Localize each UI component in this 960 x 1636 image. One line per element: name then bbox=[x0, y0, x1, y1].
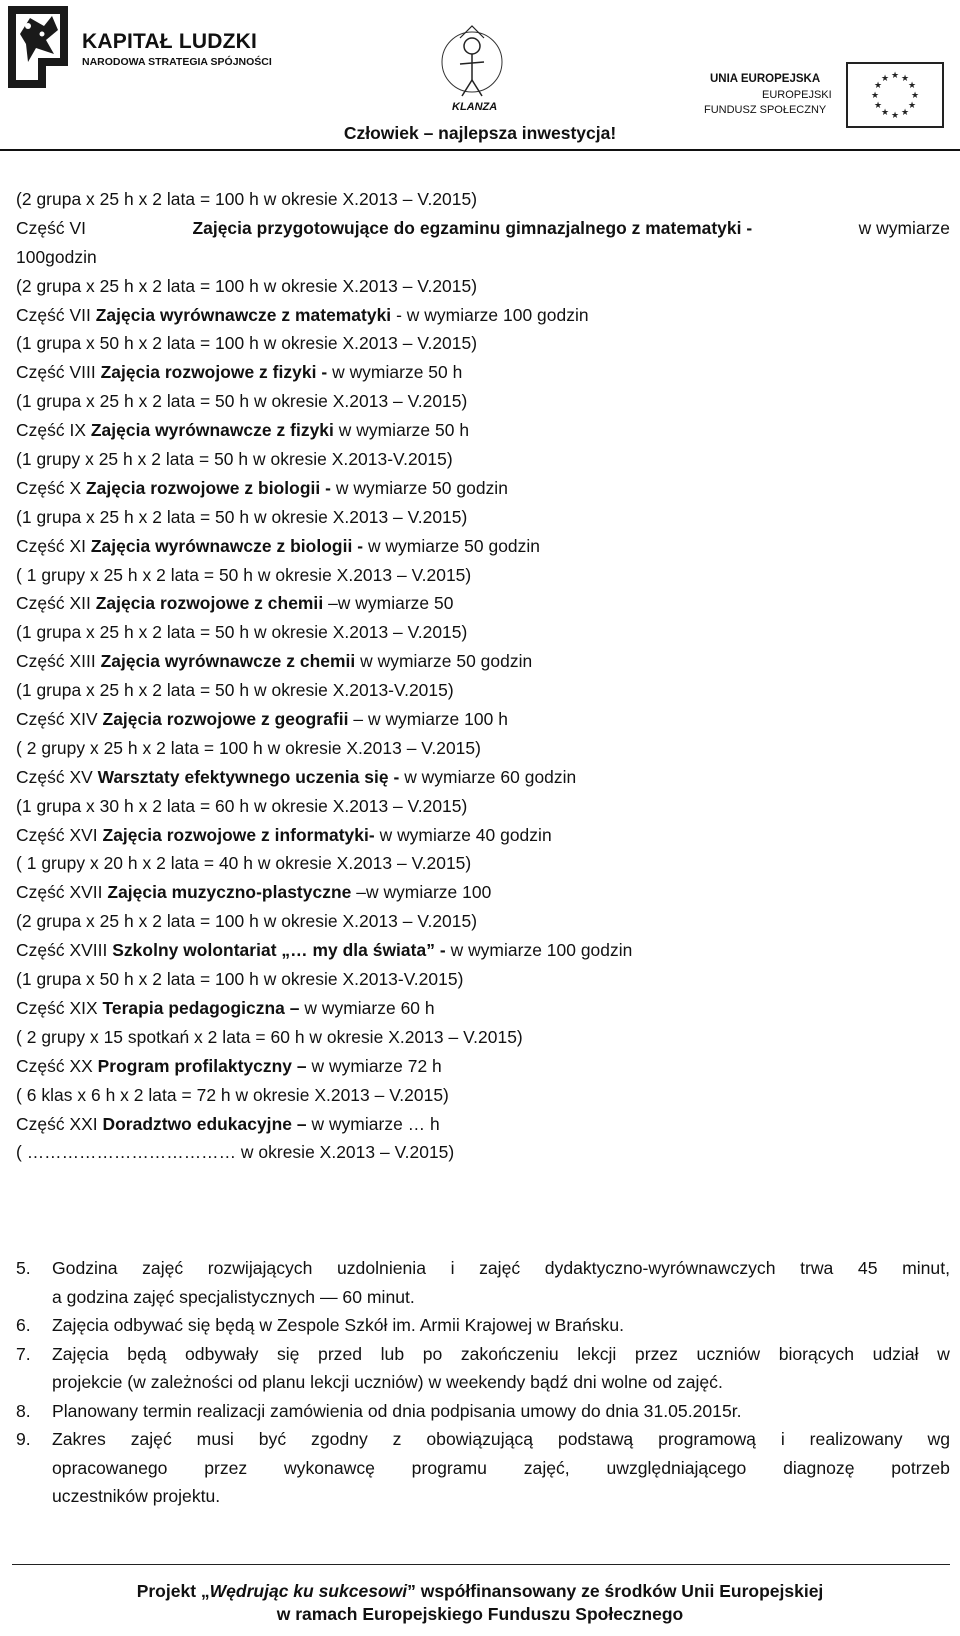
word: przed bbox=[318, 1343, 363, 1364]
footer-divider bbox=[12, 1564, 950, 1565]
word: zajęć bbox=[142, 1258, 184, 1278]
body-line: (1 grupa x 25 h x 2 lata = 50 h w okresie X.2013 – V.2015) bbox=[16, 391, 468, 412]
body-line bbox=[16, 821, 950, 850]
list-item bbox=[16, 1340, 950, 1397]
footer-line-2: w ramach Europejskiego Funduszu Społecznego bbox=[276, 1604, 684, 1624]
numbered-list bbox=[16, 1254, 950, 1511]
body-line: (1 grupa x 30 h x 2 lata = 60 h w okresie X.2013 – V.2015) bbox=[16, 795, 468, 816]
body-line bbox=[16, 994, 950, 1023]
body-line bbox=[16, 474, 950, 503]
word: zakończeniu bbox=[460, 1343, 559, 1364]
part-title: Zajęcia rozwojowe z fizyki - bbox=[100, 362, 328, 383]
list-item-line: projekcie (w zależności od planu lekcji uczniów) w weekendy bądź dni wolne od zajęć. bbox=[52, 1372, 723, 1392]
word: wg bbox=[927, 1429, 950, 1449]
body-line: (1 grupa x 25 h x 2 lata = 50 h w okresie X.2013 – V.2015) bbox=[16, 622, 468, 643]
body-line bbox=[16, 1052, 950, 1081]
list-item-line bbox=[52, 1425, 950, 1454]
part-scope: w wymiarze 50 godzin bbox=[363, 535, 541, 556]
list-item-line: a godzina zajęć specjalistycznych — 60 minut. bbox=[52, 1286, 415, 1307]
part-label: Część VI bbox=[16, 217, 86, 238]
part-scope: w wymiarze 50 h bbox=[333, 420, 470, 441]
part-label: Część XVIII bbox=[16, 940, 113, 961]
document-body bbox=[16, 185, 950, 1167]
body-line: (1 grupa x 50 h x 2 lata = 100 h w okresie X.2013 – V.2015) bbox=[16, 333, 478, 354]
body-line: (2 grupa x 25 h x 2 lata = 100 h w okresie X.2013 – V.2015) bbox=[16, 189, 478, 209]
word: opracowanego bbox=[52, 1457, 168, 1478]
word: odbywały bbox=[185, 1343, 259, 1364]
word: Godzina bbox=[52, 1258, 118, 1278]
part-label: Część XVI bbox=[16, 824, 103, 845]
word: przez bbox=[634, 1343, 678, 1364]
list-item-number: 5. bbox=[16, 1258, 31, 1278]
word: i bbox=[780, 1429, 785, 1449]
part-title: Zajęcia rozwojowe z informatyki- bbox=[102, 824, 375, 845]
word: przez bbox=[204, 1457, 248, 1478]
word: uzdolnienia bbox=[336, 1258, 426, 1278]
part-title: Zajęcia wyrównawcze z chemii bbox=[100, 651, 356, 672]
part-scope: w wymiarze bbox=[858, 217, 950, 238]
word: zajęć bbox=[479, 1258, 521, 1278]
svg-text:★: ★ bbox=[880, 74, 890, 84]
word: trwa bbox=[800, 1258, 834, 1278]
body-line bbox=[16, 878, 950, 907]
list-item-line bbox=[52, 1254, 950, 1283]
body-line: (1 grupa x 50 h x 2 lata = 100 h w okresie X.2013-V.2015) bbox=[16, 969, 464, 990]
body-line: (1 grupa x 25 h x 2 lata = 50 h w okresie X.2013-V.2015) bbox=[16, 680, 454, 701]
body-line: ( 2 grupy x 15 spotkań x 2 lata = 60 h w okresie X.2013 – V.2015) bbox=[16, 1026, 523, 1047]
part-scope: w wymiarze 50 godzin bbox=[330, 477, 508, 498]
part-label: Część XIV bbox=[16, 709, 103, 730]
word: biorących bbox=[778, 1343, 854, 1364]
part-scope: w wymiarze 40 godzin bbox=[374, 824, 552, 845]
ue-logo-block bbox=[700, 62, 950, 132]
body-line bbox=[16, 647, 950, 676]
part-scope: w wymiarze 60 godzin bbox=[399, 766, 577, 787]
part-scope: w wymiarze 60 h bbox=[299, 997, 435, 1018]
part-label: Część XVII bbox=[16, 882, 108, 903]
part-scope: w wymiarze 72 h bbox=[306, 1055, 442, 1076]
body-line bbox=[16, 416, 950, 445]
svg-text:★: ★ bbox=[870, 91, 880, 101]
part-label: Część XIII bbox=[16, 651, 101, 672]
word: Zajęcia bbox=[52, 1343, 109, 1364]
footer-text: Projekt „ bbox=[136, 1581, 210, 1601]
word: lekcji bbox=[577, 1343, 617, 1364]
part-title: Zajęcia rozwojowe z chemii bbox=[95, 593, 324, 614]
word: będą bbox=[127, 1343, 167, 1364]
body-line bbox=[16, 358, 950, 387]
svg-text:★: ★ bbox=[900, 74, 910, 84]
part-scope: - w wymiarze 100 godzin bbox=[391, 304, 589, 325]
list-item-line: Zajęcia odbywać się będą w Zespole Szkół im. Armii Krajowej w Brańsku. bbox=[52, 1315, 625, 1335]
part-label: Część XV bbox=[16, 766, 98, 787]
ue-subtitle-1: EUROPEJSKI bbox=[762, 89, 832, 101]
list-item-line: uczestników projektu. bbox=[52, 1486, 221, 1506]
kapital-ludzki-title: KAPITAŁ LUDZKI bbox=[82, 30, 258, 53]
word: diagnozę bbox=[783, 1457, 855, 1478]
body-line bbox=[16, 214, 950, 243]
word: realizowany bbox=[809, 1429, 903, 1449]
body-line: (2 grupa x 25 h x 2 lata = 100 h w okresie X.2013 – V.2015) bbox=[16, 911, 478, 932]
list-item-text bbox=[52, 1425, 950, 1511]
body-line: 100godzin bbox=[16, 246, 97, 267]
list-item bbox=[16, 1425, 950, 1511]
part-title: Terapia pedagogiczna – bbox=[102, 997, 300, 1018]
body-line bbox=[16, 532, 950, 561]
word: być bbox=[258, 1429, 287, 1449]
word: uwzględniającego bbox=[606, 1457, 747, 1478]
list-item-text bbox=[52, 1254, 950, 1311]
word: z bbox=[392, 1429, 402, 1449]
word: po bbox=[422, 1343, 443, 1364]
part-label: Część XXI bbox=[16, 1113, 103, 1134]
header-divider bbox=[0, 149, 960, 151]
page-header bbox=[0, 0, 960, 150]
body-line bbox=[16, 705, 950, 734]
list-item-number: 6. bbox=[16, 1315, 31, 1335]
part-scope: w wymiarze … h bbox=[306, 1113, 440, 1134]
footer-text: ” współfinansowany ze środków Unii Europejskiej bbox=[407, 1581, 824, 1601]
part-label: Część VIII bbox=[16, 362, 101, 383]
part-label: Część XX bbox=[16, 1055, 98, 1076]
body-line bbox=[16, 1110, 950, 1139]
body-line bbox=[16, 301, 950, 330]
list-item-number: 8. bbox=[16, 1400, 31, 1421]
part-title: Program profilaktyczny – bbox=[97, 1055, 307, 1076]
word: w bbox=[937, 1343, 950, 1364]
word: wykonawcę bbox=[283, 1457, 375, 1478]
word: podstawą bbox=[557, 1429, 634, 1449]
body-line bbox=[16, 589, 950, 618]
project-title: Wędrując ku sukcesowi bbox=[209, 1581, 408, 1601]
word: uczniów bbox=[696, 1343, 761, 1364]
ue-title: UNIA EUROPEJSKA bbox=[710, 73, 821, 85]
list-item-line: Planowany termin realizacji zamówienia od dnia podpisania umowy do dnia 31.05.2015r. bbox=[52, 1400, 742, 1421]
part-scope: w wymiarze 100 godzin bbox=[445, 940, 633, 961]
list-item-line bbox=[52, 1454, 950, 1483]
part-title: Zajęcia rozwojowe z biologii - bbox=[85, 477, 331, 498]
part-title: Zajęcia wyrównawcze z matematyki bbox=[95, 304, 392, 325]
word: zgodny bbox=[311, 1429, 368, 1449]
ue-subtitle-2: FUNDUSZ SPOŁECZNY bbox=[704, 104, 827, 116]
list-item bbox=[16, 1311, 950, 1340]
list-item-number: 7. bbox=[16, 1343, 31, 1364]
list-item-text bbox=[52, 1340, 950, 1397]
body-line: (1 grupy x 25 h x 2 lata = 50 h w okresie X.2013-V.2015) bbox=[16, 449, 453, 470]
part-title: Szkolny wolontariat „… my dla świata” - bbox=[112, 940, 446, 961]
body-line: (1 grupa x 25 h x 2 lata = 50 h w okresie X.2013 – V.2015) bbox=[16, 506, 468, 527]
word: zajęć, bbox=[523, 1457, 570, 1478]
kapital-ludzki-subtitle: NARODOWA STRATEGIA SPÓJNOŚCI bbox=[82, 56, 272, 68]
motto: Człowiek – najlepsza inwestycja! bbox=[343, 123, 617, 143]
word: udział bbox=[872, 1343, 919, 1364]
svg-text:★: ★ bbox=[890, 111, 900, 121]
word: minut, bbox=[902, 1258, 950, 1278]
klanza-name: KLANZA bbox=[452, 101, 498, 113]
part-label: Część X bbox=[16, 477, 86, 498]
part-title: Zajęcia przygotowujące do egzaminu gimnazjalnego z matematyki - bbox=[192, 217, 753, 238]
list-item-number: 9. bbox=[16, 1429, 31, 1449]
body-line: ( 1 grupy x 25 h x 2 lata = 50 h w okresie X.2013 – V.2015) bbox=[16, 564, 472, 585]
part-title: Doradztwo edukacyjne – bbox=[102, 1113, 307, 1134]
part-title: Zajęcia muzyczno-plastyczne bbox=[107, 882, 352, 903]
word: programu bbox=[411, 1457, 487, 1478]
part-scope: – w wymiarze 100 h bbox=[348, 709, 508, 730]
word: Zakres bbox=[52, 1429, 106, 1449]
body-line bbox=[16, 763, 950, 792]
word: zajęć bbox=[130, 1429, 172, 1449]
list-item-text bbox=[52, 1311, 950, 1340]
body-line: ( 2 grupy x 25 h x 2 lata = 100 h w okresie X.2013 – V.2015) bbox=[16, 737, 481, 758]
part-label: Część XIX bbox=[16, 997, 103, 1018]
part-scope: w wymiarze 50 h bbox=[327, 362, 463, 383]
svg-text:★: ★ bbox=[910, 91, 920, 101]
eu-flag-icon bbox=[846, 62, 944, 128]
part-label: Część IX bbox=[16, 420, 91, 441]
list-item-line bbox=[52, 1340, 950, 1369]
part-title: Zajęcia rozwojowe z geografii bbox=[102, 709, 349, 730]
body-line: ( 1 grupy x 20 h x 2 lata = 40 h w okresie X.2013 – V.2015) bbox=[16, 853, 472, 874]
word: rozwijających bbox=[207, 1258, 313, 1278]
part-scope: w wymiarze 50 godzin bbox=[355, 651, 533, 672]
svg-text:★: ★ bbox=[900, 108, 910, 118]
svg-text:★: ★ bbox=[873, 81, 883, 91]
part-scope: –w wymiarze 50 bbox=[323, 593, 454, 614]
svg-text:★: ★ bbox=[907, 101, 917, 111]
list-item-text bbox=[52, 1397, 950, 1426]
part-title: Warsztaty efektywnego uczenia się - bbox=[97, 766, 400, 787]
word: potrzeb bbox=[891, 1457, 950, 1478]
body-line bbox=[16, 936, 950, 965]
svg-text:★: ★ bbox=[873, 101, 883, 111]
word: się bbox=[276, 1343, 300, 1364]
part-title: Zajęcia wyrównawcze z fizyki bbox=[90, 420, 334, 441]
body-line: (2 grupa x 25 h x 2 lata = 100 h w okresie X.2013 – V.2015) bbox=[16, 275, 478, 296]
list-item bbox=[16, 1254, 950, 1311]
body-line: ( ……………………………… w okresie X.2013 – V.2015) bbox=[16, 1142, 455, 1163]
word: 45 bbox=[857, 1258, 878, 1278]
part-label: Część XI bbox=[16, 535, 91, 556]
body-line: ( 6 klas x 6 h x 2 lata = 72 h w okresie X.2013 – V.2015) bbox=[16, 1084, 449, 1105]
part-label: Część XII bbox=[16, 593, 96, 614]
word: obowiązującą bbox=[426, 1429, 533, 1449]
word: i bbox=[450, 1258, 455, 1278]
svg-text:★: ★ bbox=[890, 71, 900, 81]
word: lub bbox=[380, 1343, 405, 1364]
page-footer bbox=[0, 1580, 960, 1626]
word: programową bbox=[658, 1429, 756, 1449]
part-scope: –w wymiarze 100 bbox=[351, 882, 492, 903]
list-item bbox=[16, 1397, 950, 1426]
footer-line-1 bbox=[0, 1580, 960, 1603]
word: dydaktyczno-wyrównawczych bbox=[544, 1258, 776, 1278]
part-title: Zajęcia wyrównawcze z biologii - bbox=[90, 535, 364, 556]
word: musi bbox=[196, 1429, 234, 1449]
part-label: Część VII bbox=[16, 304, 96, 325]
svg-text:★: ★ bbox=[880, 108, 890, 118]
svg-text:★: ★ bbox=[907, 81, 917, 91]
